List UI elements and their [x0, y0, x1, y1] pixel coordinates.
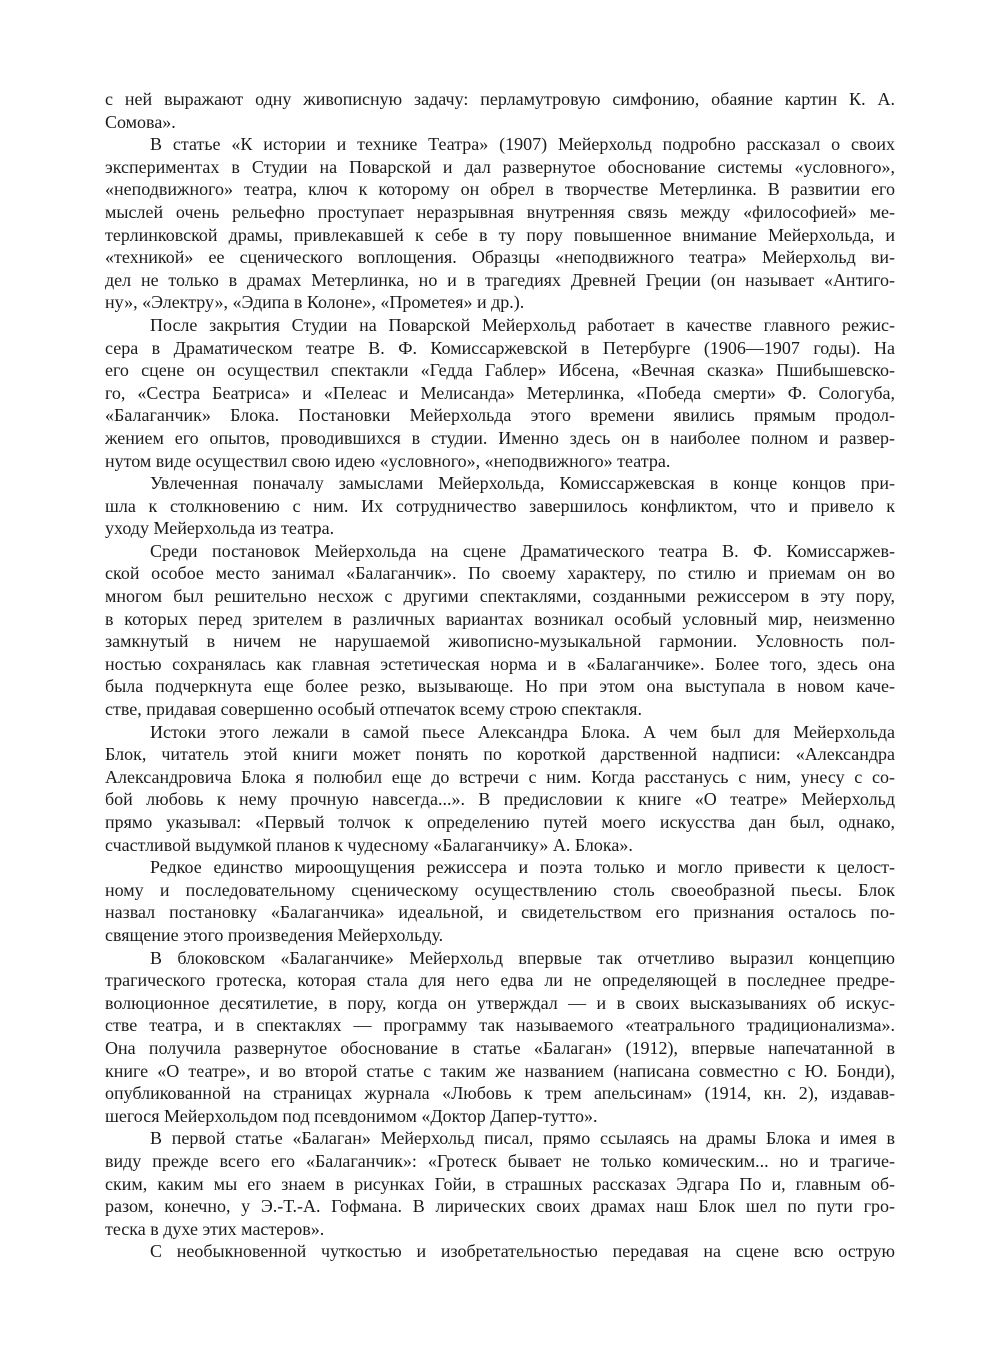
text-line: С необыкновенной чуткостью и изобретательностью передавая на сцене всю острую [150, 1241, 895, 1262]
text-line: теска в духе этих мастеров». [105, 1218, 325, 1239]
text-line: многом был решительно несхож с другими спектаклями, созданными режиссером в эту пору, [105, 586, 895, 607]
text-line: бой любовь к нему прочную навсегда...». В предисловии к книге «О театре» Мейерхольд [105, 789, 895, 810]
text-line: сера в Драматическом театре В. Ф. Комиссаржевской в Петербурге (1906—1907 годы). На [105, 337, 895, 358]
text-line: Редкое единство мироощущения режиссера и поэта только и могло привести к целост- [150, 857, 895, 878]
text-line: терлинковской драмы, привлекавшей к себе в ту пору повышенное внимание Мейерхольда, и [105, 224, 895, 245]
text-line: его сцене он осуществил спектакли «Гедда Габлер» Ибсена, «Вечная сказка» Пшибышевско- [105, 360, 895, 381]
text-line: в которых перед зрителем в различных вариантах возникал особый условный мир, неизменно [105, 608, 895, 629]
text-line: священие этого произведения Мейерхольду. [105, 924, 444, 945]
text-line: с ней выражают одну живописную задачу: перламутровую симфонию, обаяние картин К. А. [105, 89, 895, 109]
text-line: виду прежде всего его «Балаганчик»: «Гротеск бывает не только комическим... но и трагиче- [105, 1150, 895, 1171]
text-line: Увлеченная поначалу замыслами Мейерхольда, Комиссаржевская в конце концов при- [150, 473, 895, 494]
text-line: ским, каким мы его знаем в рисунках Гойи, в страшных рассказах Эдгара По и, главным об- [105, 1173, 895, 1194]
text-line: шегося Мейерхольдом под псевдонимом «Доктор Дапер-тутто». [105, 1105, 598, 1126]
paragraph [105, 1127, 895, 1240]
text-line: Александровича Блока я полюбил еще до встречи с ним. Когда расстанусь с ним, унесу с со- [105, 766, 895, 787]
text-line: книге «О театре», и во второй статье с таким же названием (написана совместно с Ю. Бонди), [105, 1060, 895, 1081]
text-line: Истоки этого лежали в самой пьесе Александра Блока. А чем был для Мейерхольда [150, 721, 895, 742]
text-line: В блоковском «Балаганчике» Мейерхольд впервые так отчетливо выразил концепцию [150, 947, 895, 968]
text-line: разом, конечно, у Э.-Т.-А. Гофмана. В лирических своих драмах наш Блок шел по пути гро- [105, 1196, 895, 1217]
text-line: Блок, читатель этой книги может понять по короткой дарственной надписи: «Александра [105, 744, 895, 765]
text-line: нутом виде осуществил свою идею «условного», «неподвижного» театра. [105, 450, 671, 471]
text-line: волюционное десятилетие, в пору, когда он утверждал — и в своих высказываниях об искус- [105, 992, 895, 1013]
text-line: Сомова». [105, 111, 176, 132]
text-line: счастливой выдумкой планов к чудесному «Балаганчику» А. Блока». [105, 834, 633, 855]
text-line: ской особое место занимал «Балаганчик». По своему характеру, по стилю и приемам он во [105, 563, 895, 584]
text-line: экспериментах в Студии на Поварской и дал развернутое обоснование системы «условного», [105, 156, 895, 177]
text-line: Среди постановок Мейерхольда на сцене Драматического театра В. Ф. Комиссаржев- [150, 540, 895, 561]
text-line: «техникой» ее сценического воплощения. Образцы «неподвижного театра» Мейерхольд ви- [105, 247, 895, 268]
text-line: мыслей очень рельефно проступает неразрывная внутренняя связь между «философией» ме- [105, 201, 895, 222]
text-line: прямо указывал: «Первый толчок к определению путей моего искусства дан был, однако, [105, 812, 895, 832]
paragraph [105, 721, 895, 857]
text-line: го, «Сестра Беатриса» и «Пелеас и Мелисанда» Метерлинка, «Победа смерти» Ф. Сологуба, [105, 382, 895, 403]
text-line: ному и последовательному сценическому осуществлению столь своеобразной пьесы. Блок [105, 879, 895, 900]
text-line: трагического гротеска, которая стала для него едва ли не определяющей в последнее предре- [105, 970, 895, 991]
text-line: назвал постановку «Балаганчика» идеальной, и свидетельством его признания осталось по- [105, 902, 895, 923]
text-line: ностью сохранялась как главная эстетическая норма и в «Балаганчике». Более того, здесь она [105, 653, 895, 674]
text-line: В статье «К истории и технике Театра» (1907) Мейерхольд подробно рассказал о своих [150, 134, 895, 155]
text-line: ну», «Электру», «Эдипа в Колоне», «Прометея» и др.). [105, 292, 525, 313]
text-line: Она получила развернутое обоснование в статье «Балаган» (1912), впервые напечатанной в [105, 1037, 895, 1058]
text-line: стве театра, и в спектаклях — программу так называемого «театрального традиционализма». [105, 1015, 895, 1036]
text-line: «Балаганчик» Блока. Постановки Мейерхольда этого времени явились прямым продол- [105, 405, 895, 426]
text-line: дел не только в драмах Метерлинка, но и в трагедиях Древней Греции (он называет «Антиго- [105, 269, 895, 290]
paragraph [105, 314, 895, 472]
paragraph [105, 133, 895, 314]
paragraph [105, 540, 895, 721]
paragraph [105, 947, 895, 1128]
text-line: шла к столкновению с ним. Их сотрудничество завершилось конфликтом, что и привело к [105, 495, 895, 516]
text-line: жением его опытов, проводившихся в студии. Именно здесь он в наиболее полном и развер- [105, 427, 895, 448]
paragraph [105, 88, 895, 133]
paragraph [105, 856, 895, 946]
text-line: стве, придавая совершенно особый отпечаток всему строю спектакля. [105, 699, 642, 720]
text-line: опубликованной на страницах журнала «Любовь к трем апельсинам» (1914, кн. 2), издавав- [105, 1083, 895, 1104]
text-line: После закрытия Студии на Поварской Мейерхольд работает в качестве главного режис- [150, 314, 895, 335]
text-line: В первой статье «Балаган» Мейерхольд писал, прямо ссылаясь на драмы Блока и имея в [150, 1128, 895, 1149]
text-line: уходу Мейерхольда из театра. [105, 518, 335, 539]
text-line: «неподвижного» театра, ключ к которому он обрел в творчестве Метерлинка. В развитии его [105, 179, 895, 200]
paragraph [105, 472, 895, 540]
text-line: была подчеркнута еще более резко, вызывающе. Но при этом она выступала в новом каче- [105, 676, 895, 697]
paragraph [105, 1240, 895, 1263]
document-page [105, 88, 895, 1263]
text-line: замкнутый в ничем не нарушаемой живописно-музыкальной гармонии. Условность пол- [105, 631, 895, 652]
